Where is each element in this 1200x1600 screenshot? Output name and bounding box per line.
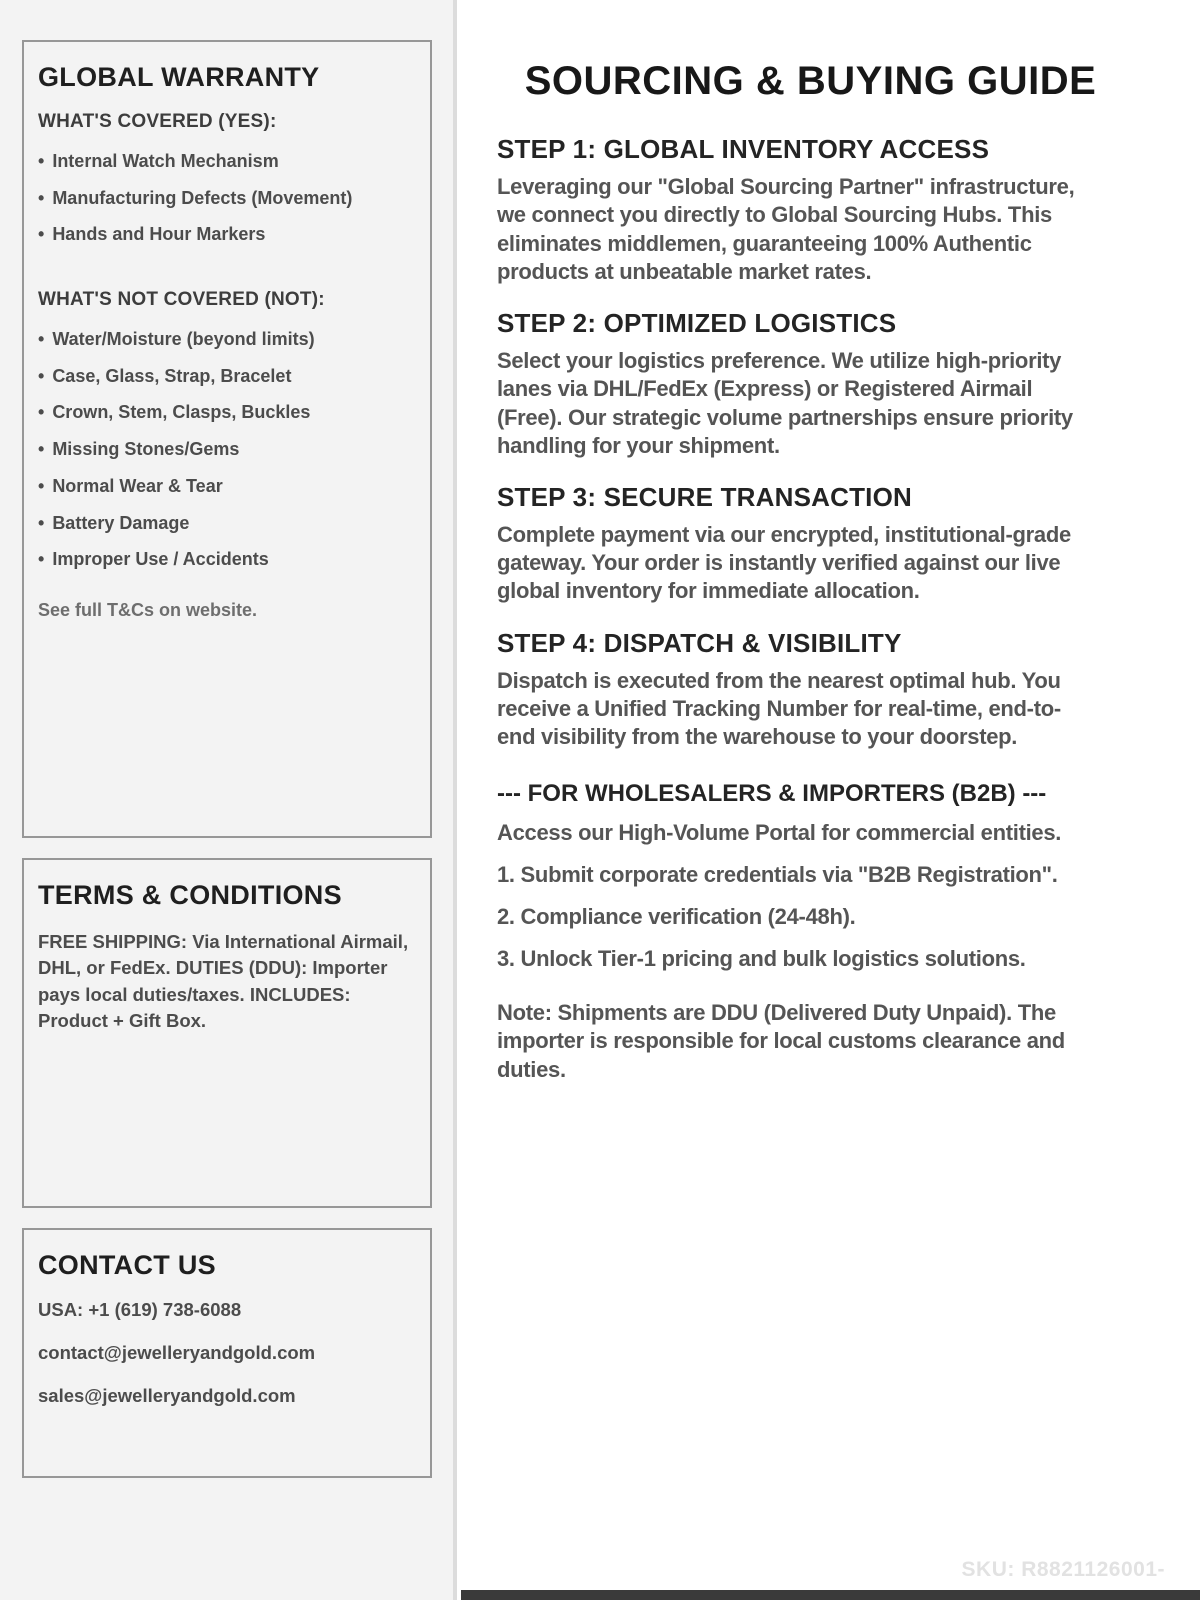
bullet-icon: • — [38, 512, 45, 533]
guide-content — [497, 136, 1075, 1084]
bullet-icon: • — [38, 329, 45, 350]
not-covered-item — [38, 549, 414, 570]
covered-item — [38, 188, 414, 209]
covered-item-label: Manufacturing Defects (Movement) — [52, 187, 353, 208]
terms-box — [22, 858, 432, 1208]
covered-item — [38, 151, 414, 172]
contact-sales-email: sales@jewelleryandgold.com — [38, 1385, 296, 1406]
step-4-heading: STEP 4: DISPATCH & VISIBILITY — [497, 627, 902, 658]
sku-label: SKU: R8821126001- — [961, 1558, 1165, 1581]
covered-item-label: Hands and Hour Markers — [52, 224, 266, 245]
not-covered-item-label: Case, Glass, Strap, Bracelet — [52, 365, 292, 386]
not-covered-item-label: Water/Moisture (beyond limits) — [52, 329, 315, 350]
not-covered-item-label: Normal Wear & Tear — [52, 475, 223, 496]
b2b-item-3: 3. Unlock Tier-1 pricing and bulk logistics solutions. — [497, 946, 1026, 972]
not-covered-item — [38, 366, 414, 387]
not-covered-item — [38, 439, 414, 460]
not-covered-item-label: Improper Use / Accidents — [52, 549, 269, 570]
bullet-icon: • — [38, 151, 45, 171]
page-title: SOURCING & BUYING GUIDE — [524, 59, 1097, 103]
global-warranty-box — [22, 40, 432, 838]
step-2-body: Select your logistics preference. We utilize high-priority lanes via DHL/FedEx (Express) or Registered Airmail (Free). Our strategic volume partnerships ensure priority handling for your shipment. — [497, 348, 1073, 458]
b2b-item-2: 2. Compliance verification (24-48h). — [497, 903, 856, 929]
bullet-icon: • — [38, 187, 45, 208]
sidebar — [0, 0, 457, 1600]
not-covered-item — [38, 329, 414, 350]
bullet-icon: • — [38, 475, 45, 496]
step-1-body: Leveraging our "Global Sourcing Partner" infrastructure, we connect you directly to Global Sourcing Hubs. This eliminates middlemen, guaranteeing 100% Authentic products at unbeatable market rates. — [497, 174, 1075, 284]
b2b-item-1: 1. Submit corporate credentials via "B2B Registration". — [497, 861, 1058, 887]
b2b-heading: --- FOR WHOLESALERS & IMPORTERS (B2B) --- — [497, 780, 1047, 808]
bullet-icon: • — [38, 402, 45, 423]
covered-heading: WHAT'S COVERED (YES): — [38, 111, 277, 132]
not-covered-heading: WHAT'S NOT COVERED (NOT): — [38, 289, 325, 311]
bullet-icon: • — [38, 224, 45, 245]
covered-item — [38, 224, 414, 245]
contact-phone: USA: +1 (619) 738-6088 — [38, 1299, 242, 1320]
not-covered-item — [38, 476, 414, 497]
main-content — [461, 0, 1200, 1600]
terms-body: FREE SHIPPING: Via International Airmail, DHL, or FedEx. DUTIES (DDU): Importer pays local duties/taxes. INCLUDES: Product + Gift Box. — [38, 931, 409, 1031]
terms-title: TERMS & CONDITIONS — [38, 880, 342, 910]
not-covered-item — [38, 513, 414, 534]
contact-email: contact@jewelleryandgold.com — [38, 1342, 316, 1363]
bullet-icon: • — [38, 549, 45, 570]
step-1-heading: STEP 1: GLOBAL INVENTORY ACCESS — [497, 134, 990, 164]
bullet-icon: • — [38, 439, 45, 460]
warranty-footnote: See full T&Cs on website. — [38, 599, 258, 620]
covered-item-label: Internal Watch Mechanism — [52, 151, 279, 171]
not-covered-item-label: Crown, Stem, Clasps, Buckles — [52, 402, 311, 423]
not-covered-item-label: Battery Damage — [52, 512, 190, 533]
not-covered-item-label: Missing Stones/Gems — [52, 439, 240, 460]
contact-box — [22, 1228, 432, 1478]
step-2-heading: STEP 2: OPTIMIZED LOGISTICS — [497, 307, 897, 338]
b2b-note: Note: Shipments are DDU (Delivered Duty Unpaid). The importer is responsible for local customs clearance and duties. — [497, 1000, 1065, 1082]
bottom-bar — [461, 1590, 1200, 1600]
bullet-icon: • — [38, 365, 45, 386]
step-4-body: Dispatch is executed from the nearest optimal hub. You receive a Unified Tracking Number for real-time, end-to-end visibility from the warehouse to your doorstep. — [497, 667, 1061, 750]
warranty-title: GLOBAL WARRANTY — [38, 62, 320, 92]
step-3-heading: STEP 3: SECURE TRANSACTION — [497, 481, 912, 512]
b2b-intro: Access our High-Volume Portal for commercial entities. — [497, 819, 1062, 845]
step-3-body: Complete payment via our encrypted, institutional-grade gateway. Your order is instantly verified against our live global inventory for immediate allocation. — [497, 522, 1071, 604]
not-covered-item — [38, 402, 414, 423]
contact-title: CONTACT US — [38, 1250, 216, 1280]
